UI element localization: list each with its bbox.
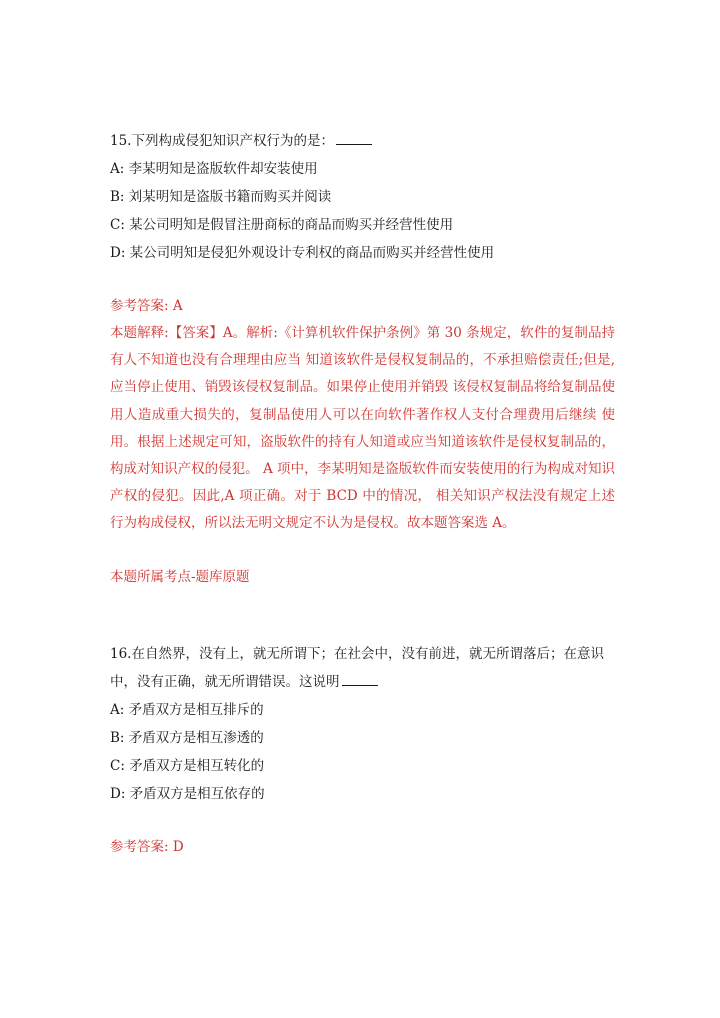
question-stem: 15.下列构成侵犯知识产权行为的是： bbox=[110, 127, 615, 155]
answer-explanation: 本题解释:【答案】A。解析:《计算机软件保护条例》第 30 条规定，软件的复制品持有人不知道也没有合理理由应当 知道该软件是侵权复制品的，不承担赔偿责任;但是,应当停止使用、销毁该侵权复制品。如果停止使用并销毁 该侵权复制品将给复制品使用人造成重大损失的，复制品使用人可以在向软件著作权人支付合理费用后继续 使用。根据上述规定可知，盗版软件的持有人知道或应当知道该软件是侵权复制品的，构成对知识产权的侵犯。 A 项中，李某明知是盗版软件而安装使用的行为构成对知识产权的侵犯。因此,A 项正确。对于 BCD 中的情况， 相关知识产权法没有规定上述行为构成侵权，所以法无明文规定不认为是侵权。故本题答案选 A。 bbox=[110, 325, 615, 532]
answer-blank bbox=[336, 129, 372, 145]
option-d: D: 某公司明知是侵犯外观设计专利权的商品而购买并经营性使用 bbox=[110, 245, 495, 261]
option-b: B: 刘某明知是盗版书籍而购买并阅读 bbox=[110, 189, 332, 205]
option-c: C: 某公司明知是假冒注册商标的商品而购买并经营性使用 bbox=[110, 217, 454, 233]
question-15 bbox=[110, 127, 615, 591]
option-d: D: 矛盾双方是相互依存的 bbox=[110, 785, 265, 802]
question-stem: 16.在自然界，没有上，就无所谓下；在社会中，没有前进，就无所谓落后；在意识中，没有正确，就无所谓错误。这说明 bbox=[110, 645, 604, 690]
answer-blank bbox=[342, 670, 378, 686]
option-c: C: 矛盾双方是相互转化的 bbox=[110, 757, 265, 774]
document-page bbox=[110, 127, 615, 861]
question-16 bbox=[110, 640, 615, 861]
option-a: A: 李某明知是盗版软件却安装使用 bbox=[110, 161, 318, 177]
question-topic: 本题所属考点-题库原题 bbox=[110, 568, 250, 585]
option-b: B: 矛盾双方是相互渗透的 bbox=[110, 729, 264, 746]
reference-answer: 参考答案: D bbox=[110, 838, 184, 855]
option-a: A: 矛盾双方是相互排斥的 bbox=[110, 701, 264, 718]
reference-answer: 参考答案: A bbox=[110, 298, 183, 314]
